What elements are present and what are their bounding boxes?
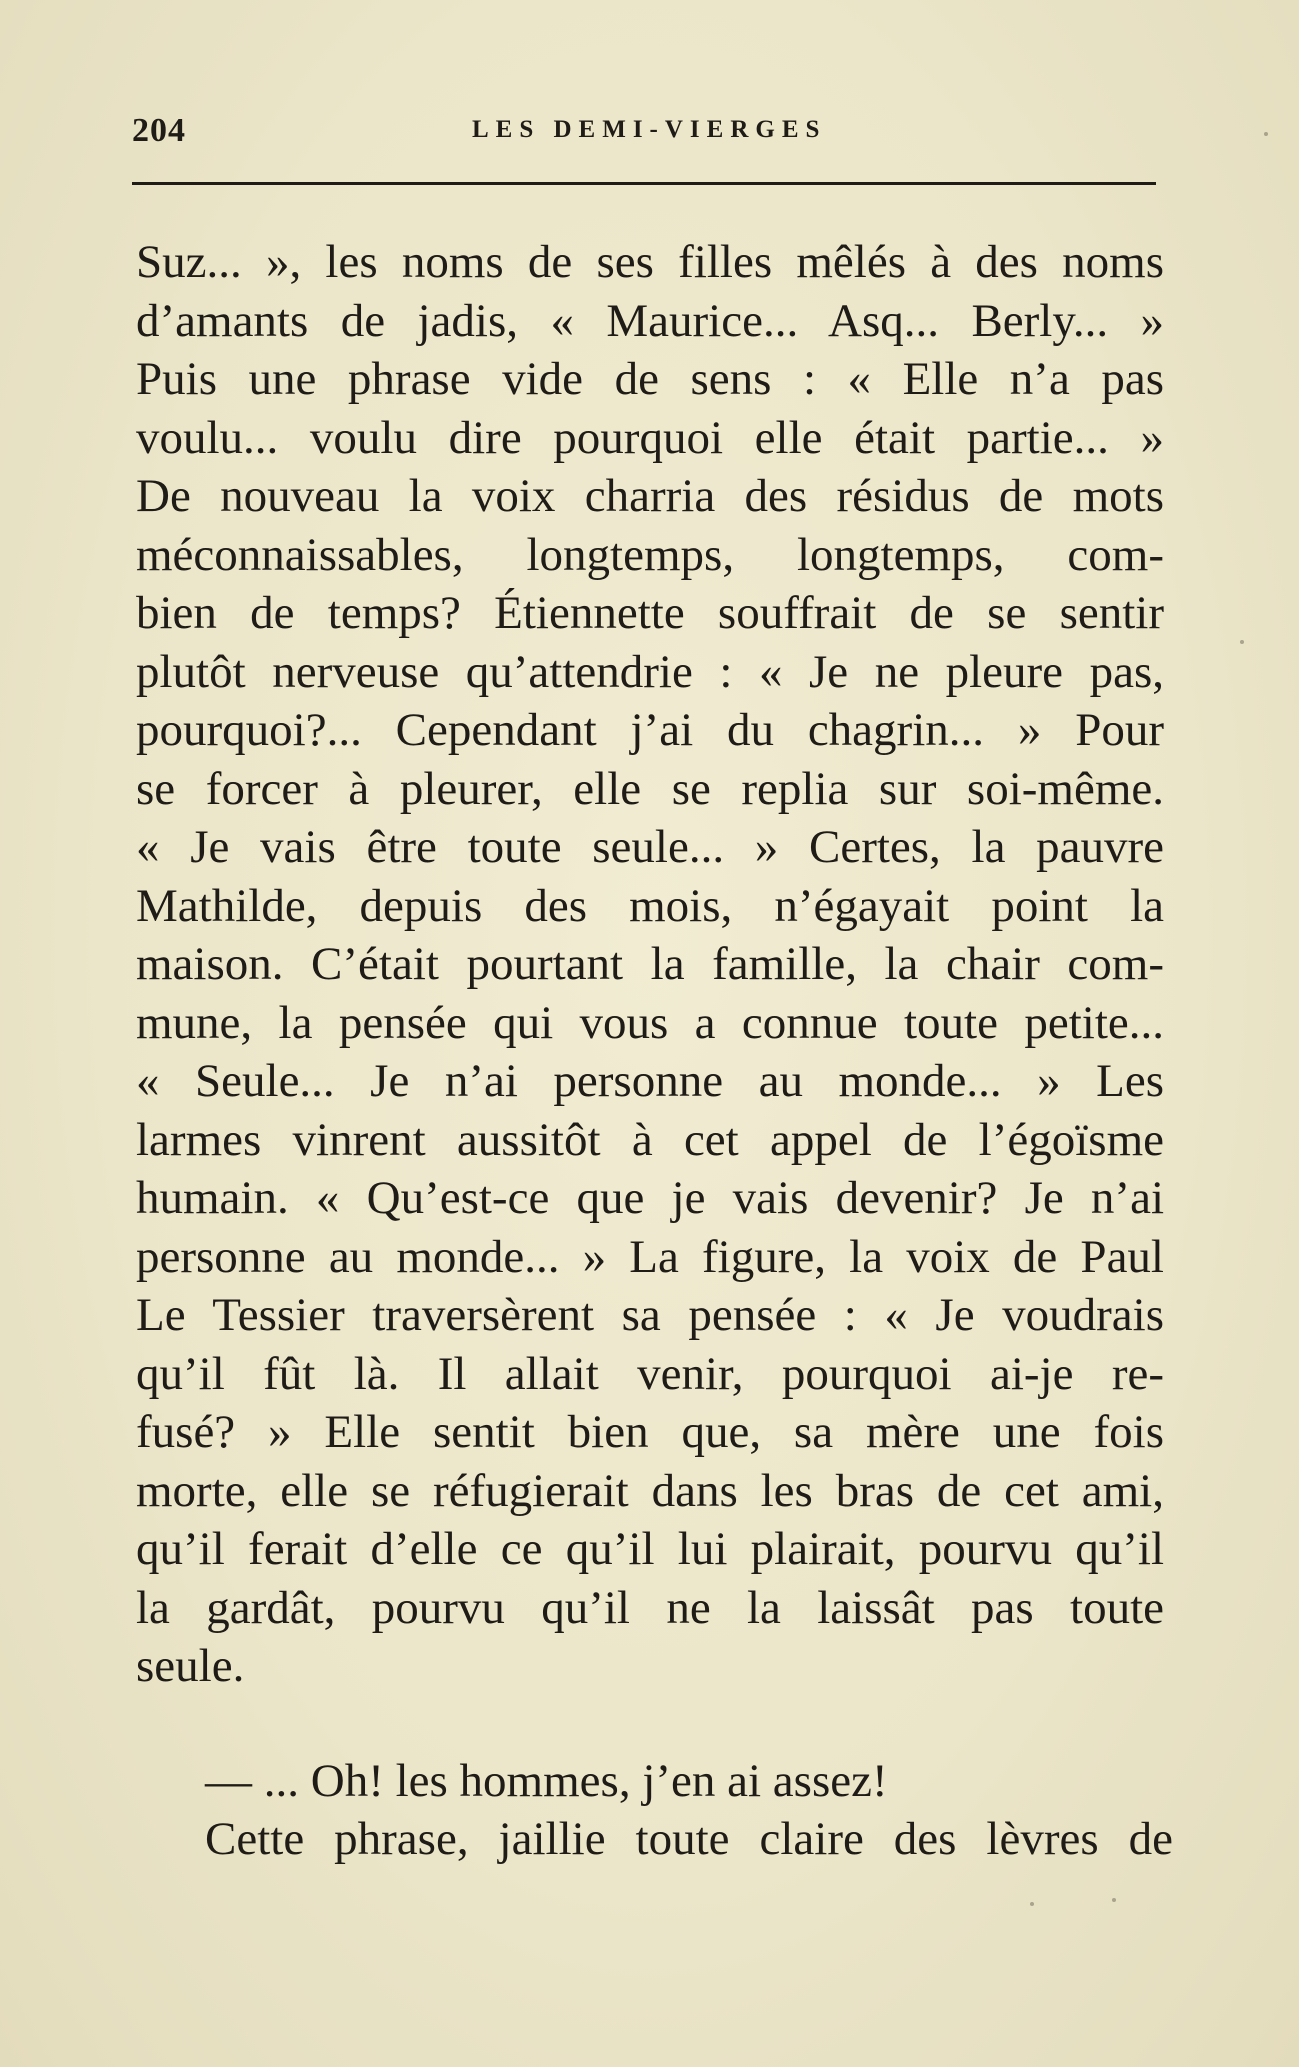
- running-title: LES DEMI-VIERGES: [472, 116, 827, 143]
- paper-speck: [1240, 640, 1244, 644]
- text-line: Puis une phrase vide de sens : « Elle n’a pas: [136, 353, 1164, 405]
- text-line: larmes vinrent aussitôt à cet appel de l’égoïsme: [136, 1113, 1164, 1166]
- text-line: « Seule... Je n’ai personne au monde... » Les: [136, 1055, 1164, 1107]
- text-line: « Je vais être toute seule... » Certes, la pauvre: [136, 821, 1164, 873]
- text-line: morte, elle se réfugierait dans les bras de cet ami,: [136, 1464, 1164, 1517]
- text-line: voulu... voulu dire pourquoi elle était partie... »: [136, 411, 1164, 464]
- paragraph-1: [136, 233, 1164, 1696]
- text-line: qu’il fût là. Il allait venir, pourquoi ai-je re-: [136, 1347, 1164, 1400]
- text-line: Cette phrase, jaillie toute claire des lèvres de: [205, 1813, 1173, 1865]
- text-line: Le Tessier traversèrent sa pensée : « Je voudrais: [136, 1289, 1164, 1341]
- text-line: maison. C’était pourtant la famille, la chair com-: [136, 938, 1164, 990]
- header-rule: [132, 182, 1156, 185]
- text-line: seule.: [136, 1640, 245, 1692]
- page-header: [132, 112, 1156, 162]
- text-line: qu’il ferait d’elle ce qu’il lui plairait, pourvu qu’il: [136, 1523, 1164, 1575]
- text-line: fusé? » Elle sentit bien que, sa mère une fois: [136, 1406, 1164, 1458]
- text-line: Mathilde, depuis des mois, n’égayait point la: [136, 879, 1164, 932]
- dialogue-line: [205, 1752, 1173, 1811]
- text-line: De nouveau la voix charria des résidus de mots: [136, 470, 1164, 522]
- text-line: mune, la pensée qui vous a connue toute petite...: [136, 996, 1164, 1049]
- text-line: personne au monde... » La figure, la voix de Paul: [136, 1230, 1164, 1283]
- text-line: Suz... », les noms de ses filles mêlés à des noms: [136, 236, 1164, 288]
- text-line: pourquoi?... Cependant j’ai du chagrin... » Pour: [136, 704, 1164, 756]
- text-line: méconnaissables, longtemps, longtemps, com-: [136, 528, 1164, 581]
- paper-speck: [1112, 1898, 1116, 1902]
- paragraph-2: [205, 1810, 1173, 1869]
- text-line: se forcer à pleurer, elle se replia sur soi-même.: [136, 762, 1164, 815]
- text-line: la gardât, pourvu qu’il ne la laissât pas toute: [136, 1581, 1164, 1634]
- text-line: humain. « Qu’est-ce que je vais devenir? Je n’ai: [136, 1172, 1164, 1224]
- text-line: bien de temps? Étiennette souffrait de se sentir: [136, 587, 1164, 639]
- text-line: plutôt nerveuse qu’attendrie : « Je ne pleure pas,: [136, 645, 1164, 698]
- paper-speck: [1264, 132, 1268, 136]
- text-line: d’amants de jadis, « Maurice... Asq... Berly... »: [136, 294, 1164, 347]
- paper-speck: [1030, 1902, 1034, 1906]
- page-number: 204: [132, 112, 186, 149]
- text-line: — ... Oh! les hommes, j’en ai assez!: [205, 1755, 888, 1807]
